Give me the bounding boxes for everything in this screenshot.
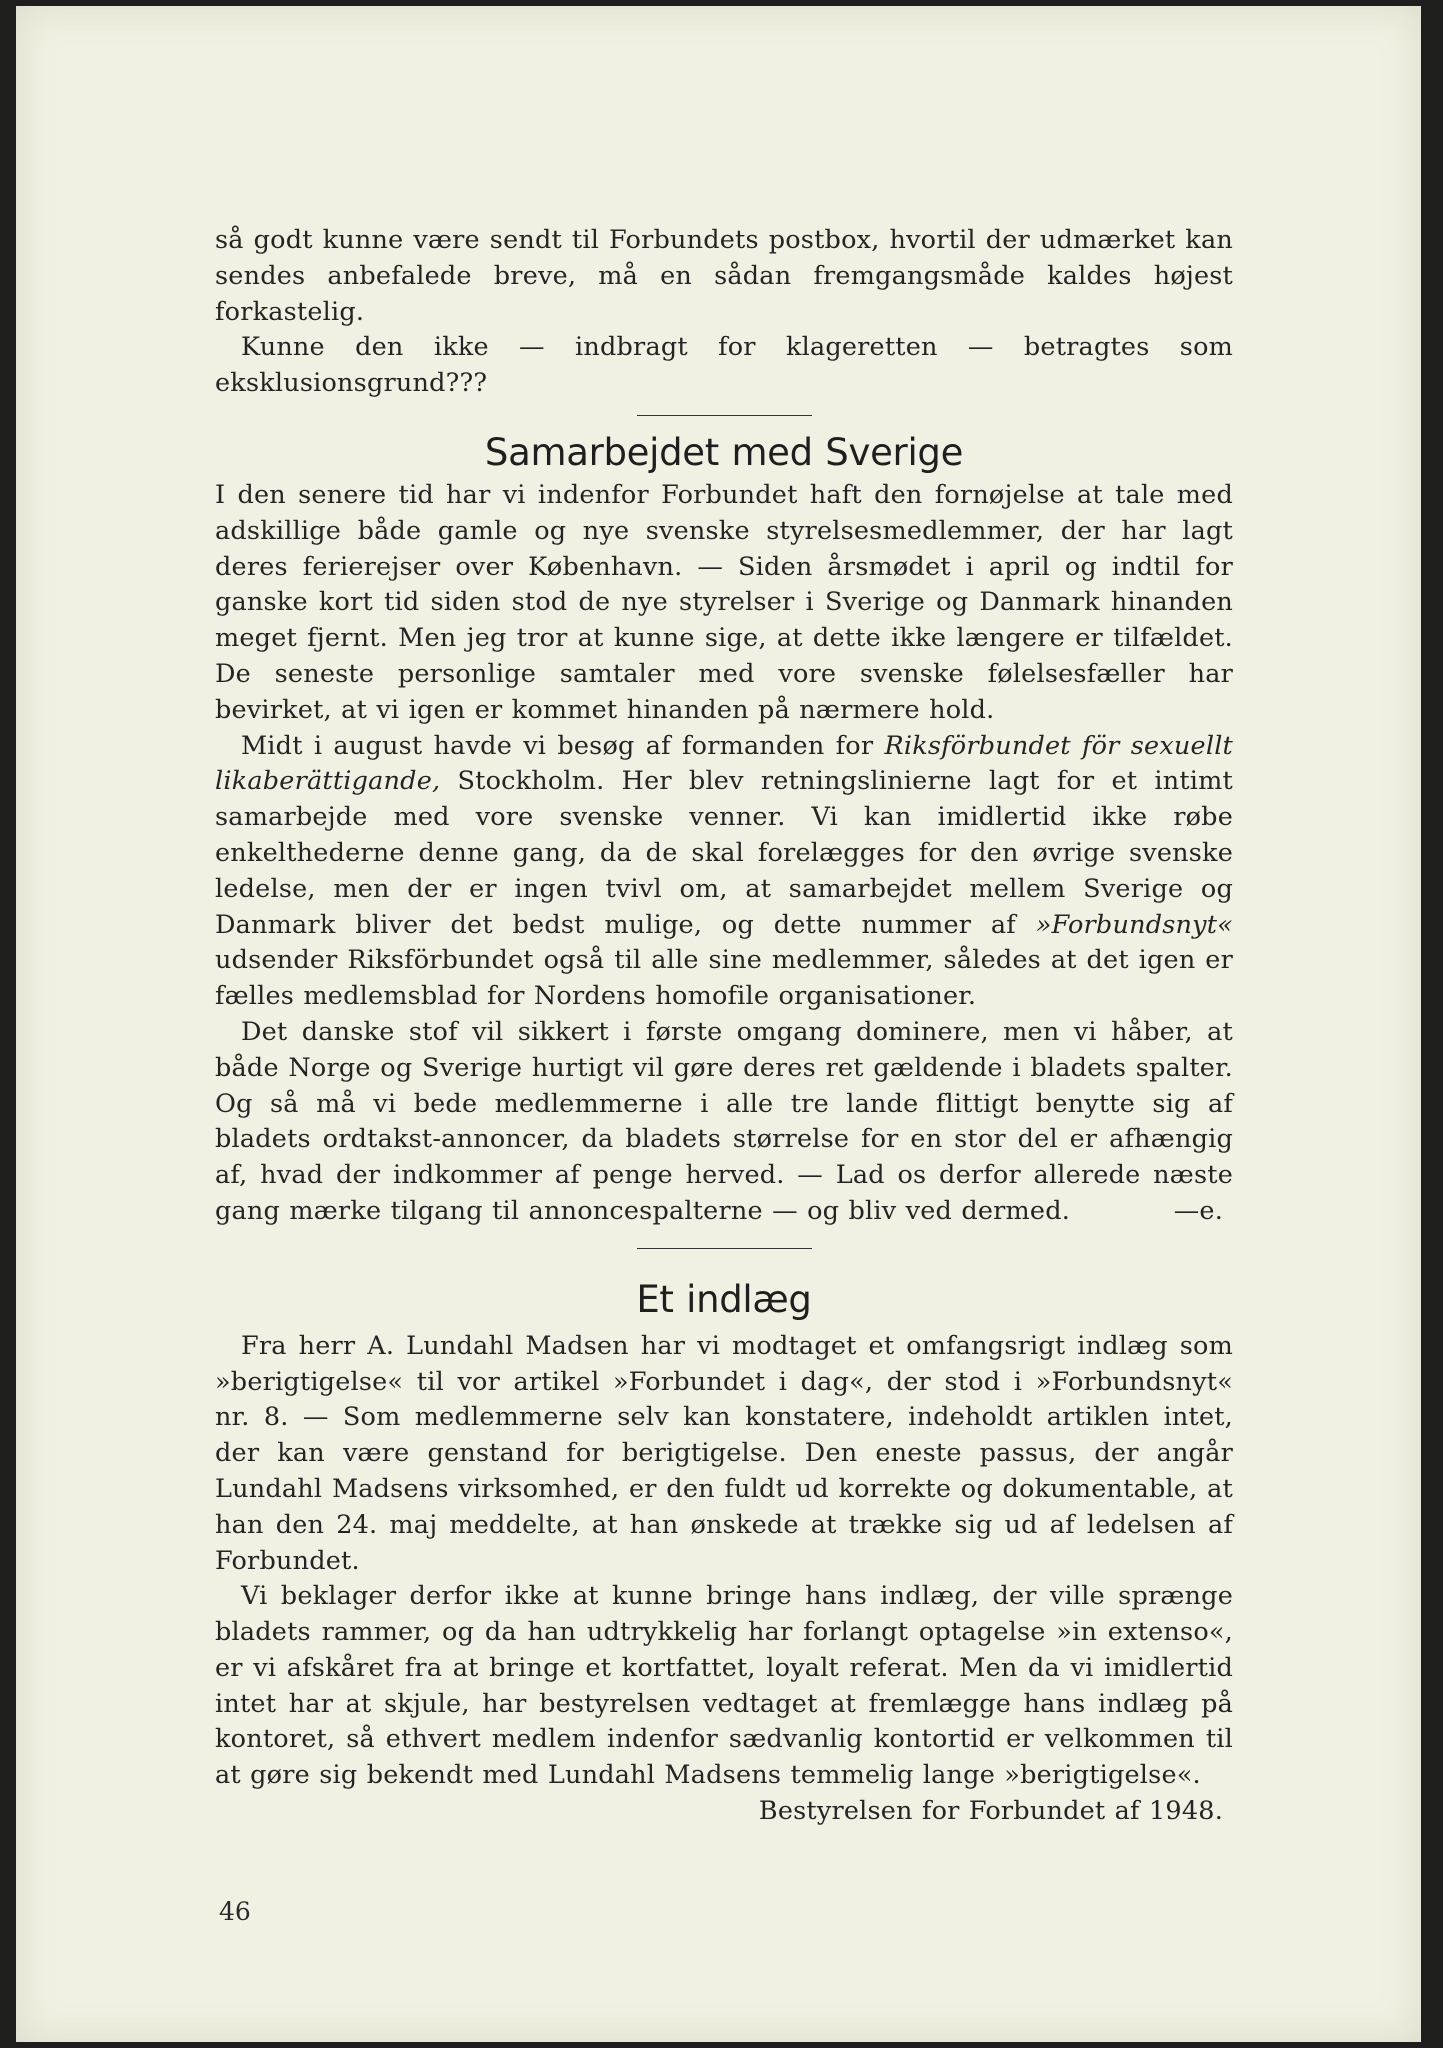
section-divider-2 (637, 1248, 812, 1249)
section1-signature: —e. (1173, 1195, 1223, 1226)
page-number: 46 (219, 1897, 251, 1926)
intro-paragraph-2: Kunne den ikke — indbragt for klageretten — betragtes som eksklusionsgrund??? (215, 332, 1233, 399)
body-text (215, 223, 1233, 1830)
section2-paragraph-2: Vi beklager derfor ikke at kunne bringe hans indlæg, der ville sprænge bladets rammer, og da han udtrykkelig har forlangt optagelse »in extenso«, er vi afskåret fra at bringe et kortfattet, loyalt referat. Men da vi imidlertid intet har at skjule, har bestyrelsen vedtaget at fremlægge hans indlæg på kontoret, så ethvert medlem indenfor sædvanlig kontortid er velkommen til at gøre sig bekendt med Lundahl Madsens temmelig lange »berigtigelse«. (215, 1581, 1233, 1791)
section1-paragraph-2 (215, 729, 1233, 1015)
section-divider-1 (637, 415, 812, 416)
document-page (16, 6, 1421, 2042)
section1-p2-part-a: Midt i august havde vi besøg af formanden for (241, 730, 885, 761)
section2-paragraph-1: Fra herr A. Lundahl Madsen har vi modtaget et omfangsrigt indlæg som »berigtigelse« til vor artikel »Forbundet i dag«, der stod i »Forbundsnyt« nr. 8. — Som medlemmerne selv kan konstatere, indeholdt artiklen intet, der kan være genstand for berigtigelse. Den eneste passus, der angår Lundahl Madsens virksomhed, er den fuldt ud korrekte og dokumentable, at han den 24. maj meddelte, at han ønskede at trække sig ud af ledelsen af Forbundet. (215, 1330, 1233, 1576)
intro-paragraph-1: så godt kunne være sendt til Forbundets postbox, hvortil der udmærket kan sendes anbefalede breve, må en sådan fremgangsmåde kaldes højest forkastelig. (215, 225, 1233, 327)
section1-p2-part-c: udsender Riksförbundet også til alle sine medlemmer, således at det igen er fælles medlemsblad for Nordens homofile organisationer. (215, 945, 1233, 1012)
riksforbundet-name: Riksförbundet för sexuellt likaberättigande, (215, 730, 1233, 797)
section1-p3-text: Det danske stof vil sikkert i første omgang dominere, men vi håber, at både Norge og Sverige hurtigt vil gøre deres ret gældende i bladets spalter. Og så må vi bede medlemmerne i alle tre lande flittigt benytte sig af bladets ordtakst-annoncer, da bladets størrelse for en stor del er afhængig af, hvad der indkommer af penge herved. — Lad os derfor allerede næste gang mærke tilgang til annoncespalterne — og bliv ved dermed. (215, 1016, 1233, 1226)
section2-signature: Bestyrelsen for Forbundet af 1948. (758, 1796, 1223, 1827)
section1-paragraph-3 (215, 1015, 1233, 1230)
section1-paragraph-1: I den senere tid har vi indenfor Forbundet haft den fornøjelse at tale med adskillige både gamle og nye svenske styrelsesmedlemmer, der har lagt deres ferierejser over København. — Siden årsmødet i april og indtil for ganske kort tid siden stod de nye styrelser i Sverige og Danmark hinanden meget fjernt. Men jeg tror at kunne sige, at dette ikke længere er tilfældet. De seneste personlige samtaler med vore svenske følelsesfæller har bevirket, at vi igen er kommet hinanden på nærmere hold. (215, 479, 1233, 725)
section1-p2-part-b: Stockholm. Her blev retningslinierne lagt for et intimt samarbejde med vore svenske venner. Vi kan imidlertid ikke røbe enkelthederne denne gang, da de skal forelægges for den øvrige svenske ledelse, men der er ingen tvivl om, at samarbejdet mellem Sverige og Danmark bliver det bedst mulige, og dette nummer af (215, 766, 1233, 940)
forbundsnyt-title: »Forbundsnyt« (1035, 909, 1233, 940)
heading-samarbejdet: Samarbejdet med Sverige (484, 430, 964, 474)
heading-et-indlaeg: Et indlæg (636, 1277, 812, 1321)
